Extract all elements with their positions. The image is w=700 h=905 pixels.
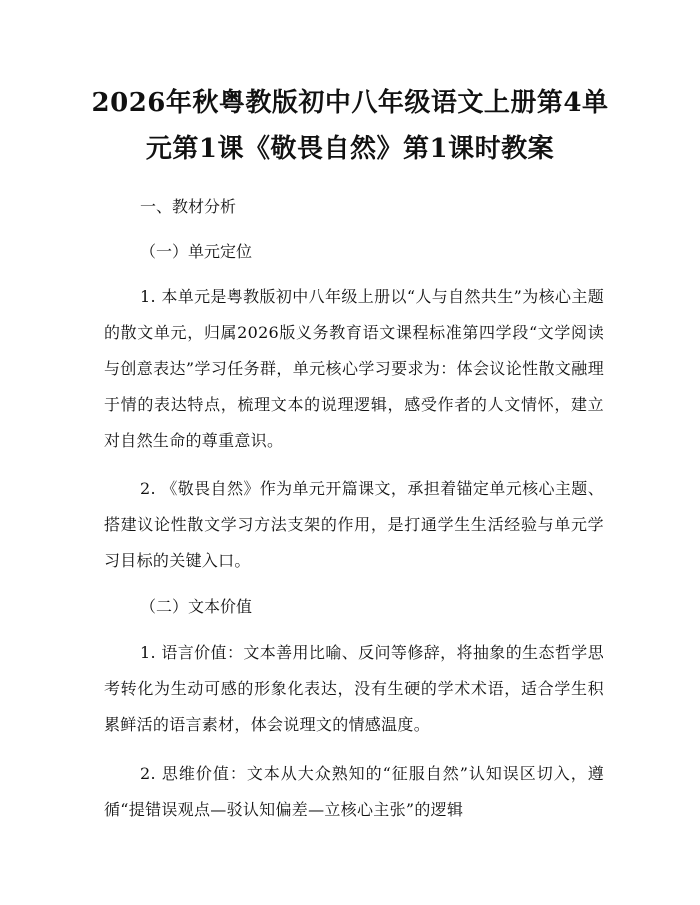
paragraph-unit-positioning-2: 2. 《敬畏自然》作为单元开篇课文，承担着锚定单元核心主题、搭建议论性散文学习方法支架的作用，是打通学生生活经验与单元学习目标的关键入口。 — [104, 479, 604, 570]
paragraph-text-value-2: 2. 思维价值：文本从大众熟知的“征服自然”认知误区切入，遵循“提错误观点—驳认知偏差—立核心主张”的逻辑 — [104, 764, 604, 819]
paragraph-unit-positioning-1: 1. 本单元是粤教版初中八年级上册以“人与自然共生”为核心主题的散文单元，归属2026版义务教育语文课程标准第四学段“文学阅读与创意表达”学习任务群，单元核心学习要求为：体会议论性散文融理于情的表达特点，梳理文本的说理逻辑，感受作者的人文情怀，建立对自然生命的尊重意识。 — [104, 287, 604, 450]
paragraph-text-value-1: 1. 语言价值：文本善用比喻、反问等修辞，将抽象的生态哲学思考转化为生动可感的形象化表达，没有生硬的学术术语，适合学生积累鲜活的语言素材，体会说理文的情感温度。 — [104, 643, 604, 734]
subsection-heading-text-value: （二）文本价值 — [140, 597, 253, 616]
subsection-heading-unit-positioning: （一）单元定位 — [140, 242, 253, 261]
document-title: 2026年秋粤教版初中八年级语文上册第4单元第1课《敬畏自然》第1课时教案 — [91, 88, 609, 164]
section-heading-textbook-analysis: 一、教材分析 — [140, 197, 237, 216]
